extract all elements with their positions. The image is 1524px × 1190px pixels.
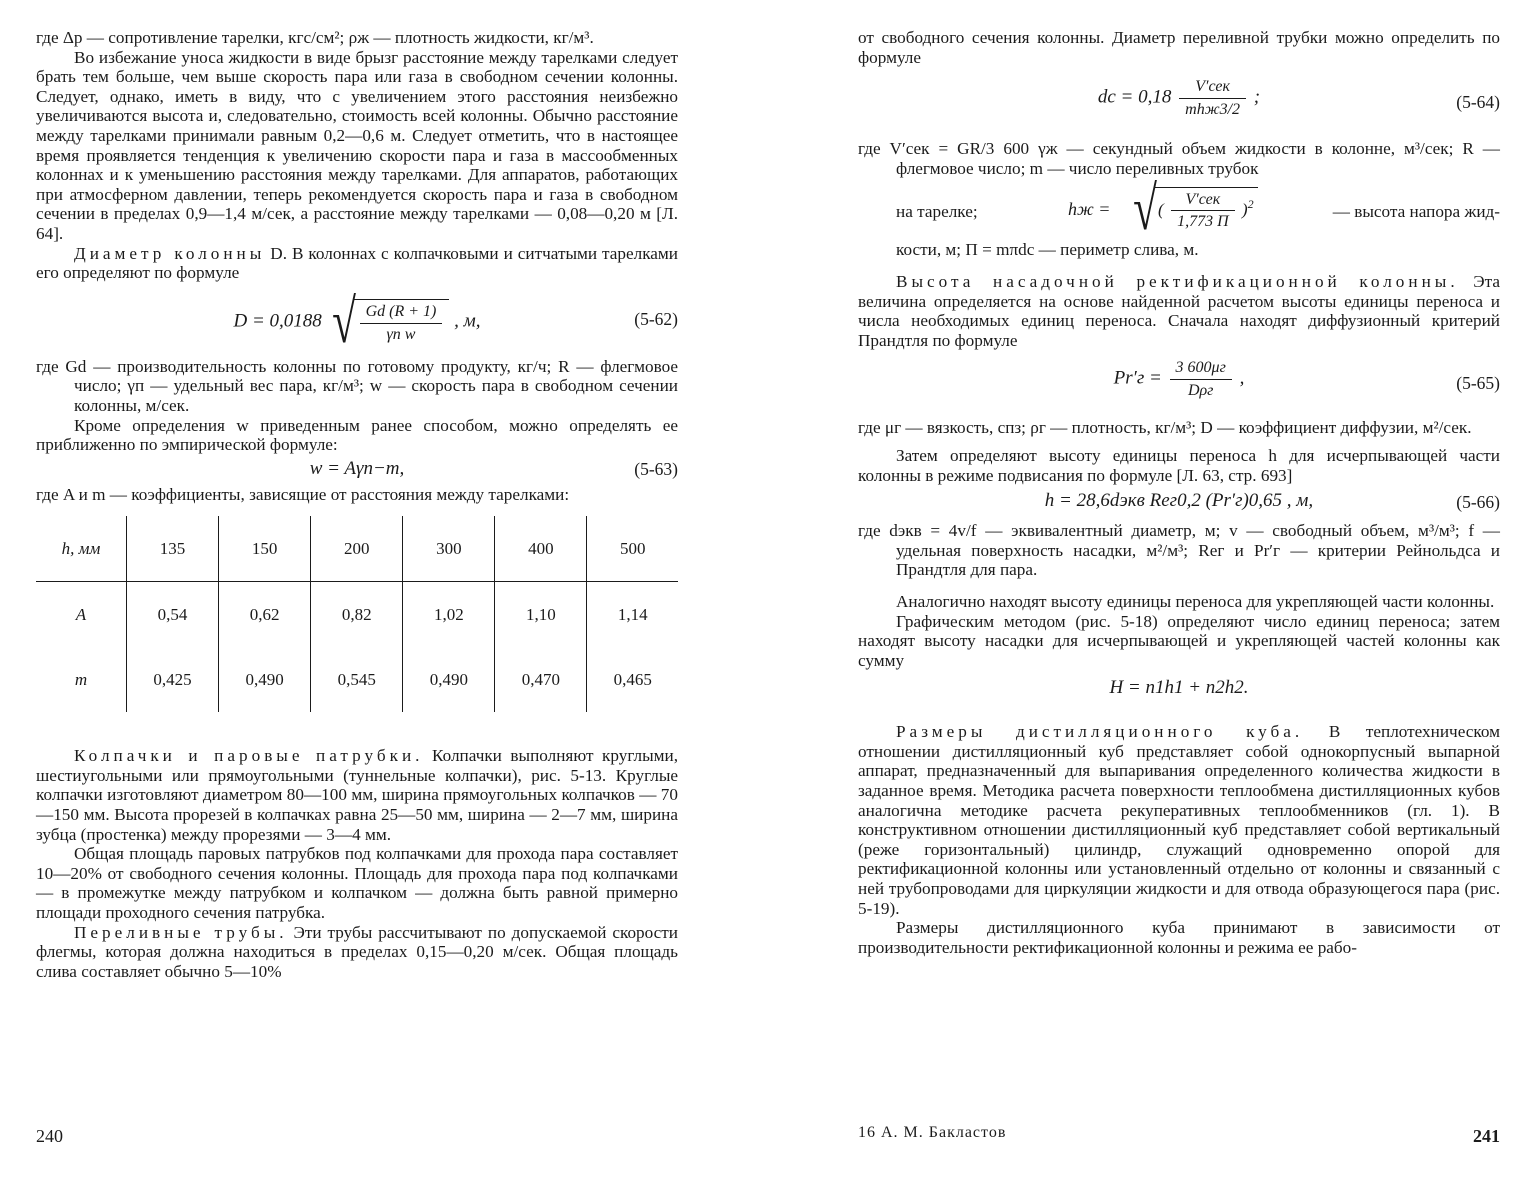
heading-distillation-cube: Размеры дистилляционного куба. [896, 722, 1304, 742]
paragraph-after-5-66: где dэкв = 4v/f — эквивалентный диаметр, м; v — свободный объем, м³/м³; f — удельная поверхность насадки, м²/м³; Reг и Pr′г — критерии Рейнольдса и Прандтля для пара. [858, 521, 1500, 580]
paragraph-plate-spacing: Во избежание уноса жидкости в виде брызг расстояние между тарелками следует брать тем больше, чем выше скорость пара или газа в свободном сечении колонны. Следует, однако, иметь в виду, что с увеличением этого расстояния неизбежно увеличиваются высота и, следовательно, стоимость всей колонны. Обычно расстояние между тарелками принимали равным 0,2—0,6 м. Следует отметить, что в настоящее время проявляется тенденция к увеличению скорости пара и газа в массообменных колоннах и к уменьшению расстояния между тарелками. Для аппаратов, работающих при атмосферном давлении, теперь рекомендуется скорость пара и газа в свободном сечении в пределах 0,9—1,4 м/сек, а расстояние между тарелками — 0,08—0,20 м [Л. 64]. [36, 47, 678, 243]
table-row [36, 582, 678, 648]
table-row-label: h, мм [36, 516, 127, 582]
sqrt-sign: √ [331, 287, 356, 356]
table-cell: 1,02 [403, 582, 495, 648]
formula-5-64-denominator: mhж3/2 [1185, 100, 1241, 118]
heading-caps: Колпачки и паровые патрубки. [74, 746, 424, 766]
table-cell: 0,470 [495, 647, 587, 712]
formula-hzh-lhs: hж = [1068, 199, 1111, 220]
formula-5-66-expr: h = 28,6dэкв Reг0,2 (Pr′г)0,65 , м, [1044, 490, 1314, 512]
formula-5-62 [36, 283, 678, 357]
paragraph-rho-definition: где Δp — сопротивление тарелки, кгс/см²; ρж — плотность жидкости, кг/м³. [36, 28, 594, 47]
formula-number-5-63: (5-63) [634, 458, 678, 479]
page-number-left: 240 [36, 1126, 63, 1146]
formula-5-64-lhs: dc = 0,18 [1097, 86, 1172, 108]
paragraph-after-5-62: где Gd — производительность колонны по готовому продукту, кг/ч; R — флегмовое число; γп — удельный вес пара, кг/м³; w — скорость пара в свободном сечении колонны, м/сек. [36, 356, 678, 415]
coefficient-table [36, 516, 678, 712]
right-text-column [858, 28, 1500, 957]
page-number-right: 241 [1473, 1126, 1500, 1146]
table-row-label: A [75, 604, 87, 624]
table-cell: 0,490 [403, 647, 495, 712]
paragraph-analog: Аналогично находят высоту единицы переноса для укрепляющей части колонны. [896, 591, 1495, 611]
formula-number-5-66: (5-66) [1456, 492, 1500, 513]
table-cell: 1,10 [495, 582, 587, 648]
formula-5-63-expr: w = Aγп−m, [309, 457, 405, 479]
table-cell: 300 [403, 516, 495, 582]
table-cell: 0,82 [311, 582, 403, 648]
paragraph-transfer-unit-height: Затем определяют высоту единицы переноса h для исчерпывающей части колонны в режиме подвисания по формуле [Л. 63, стр. 693] [858, 445, 1500, 485]
table-cell: 135 [127, 516, 219, 582]
paragraph-cube-size: Размеры дистилляционного куба принимают в зависимости от производительности ректификационной колонны и режима ее рабо- [858, 918, 1500, 957]
formula-5-66 [858, 485, 1500, 521]
paragraph-packed-column-height: Высота насадочной ректификационной колонны. Эта величина определяется на основе найденной расчетом высоты единицы переноса и числа необходимых единиц переноса. Сначала находят диффузионный критерий Прандтля по формуле [858, 271, 1500, 350]
table-cell: 1,14 [587, 582, 678, 648]
formula-number-5-64: (5-64) [1456, 92, 1500, 113]
right-page [762, 0, 1524, 1190]
left-text-column [36, 28, 678, 981]
formula-number-5-62: (5-62) [634, 308, 678, 329]
formula-5-65-lhs: Pr′г = [1113, 367, 1162, 389]
table-cell: 0,54 [127, 582, 219, 648]
formula-5-62-lhs: D = 0,0188 [233, 310, 322, 332]
paragraph-continued: от свободного сечения колонны. Диаметр переливной трубки можно определить по формуле [858, 28, 1500, 67]
heading-overflow-pipes: Переливные трубы. [74, 922, 288, 942]
paragraph-distillation-cube: Размеры дистилляционного куба. В теплотехническом отношении дистилляционный куб представляет собой однокорпусный выпарной аппарат, предназначенный для выпаривания определенного количества жидкости в заданное время. Методика расчета поверхности теплообмена дистилляционных кубов аналогична методике расчета рекуперативных теплообменников (гл. 1). В конструктивном отношении дистилляционный куб представляет собой вертикальный (реже горизонтальный) цилиндр, служащий одновременно опорой для ректификационной колонны или установленный отдельно от колонны и связанный с ней трубопроводами для циркуляции жидкости и для отвода образующегося пара (рис. 5-19). [858, 722, 1500, 918]
formula-sum-expr: H = n1h1 + n2h2. [1109, 677, 1249, 699]
paragraph-column-diameter: Диаметр колонны D. В колоннах с колпачковыми и ситчатыми тарелками его определяют по формуле [36, 243, 678, 283]
formula-5-65-numerator: 3 600μг [1170, 358, 1232, 380]
table-cell: 200 [311, 516, 403, 582]
formula-5-64-numerator: V′сек [1179, 77, 1246, 99]
formula-5-64: dc = 0,18 $\frac{\text{V′сек}}{\text{mhж3/2}}$ ; (5-64) [1097, 78, 1500, 118]
table-cell: 0,465 [587, 647, 678, 712]
heading-packed-column-height: Высота насадочной ректификационной колонны. [896, 271, 1459, 291]
table-cell: 0,62 [219, 582, 311, 648]
formula-5-65-denominator: Dρг [1187, 381, 1214, 399]
footer-signature: 16 А. М. Бакластов [858, 1124, 1007, 1141]
heading-column-diameter: Диаметр колонны [74, 243, 266, 263]
cube-root-sign: √ [1133, 175, 1157, 244]
table-row [36, 516, 678, 582]
formula-5-63 [36, 455, 678, 485]
table-row-label: m [74, 669, 88, 689]
paragraph-graphical: Графическим методом (рис. 5-18) определяют число единиц переноса; затем находят высоту насадки для исчерпывающей и укрепляющей частей колонны как сумму [858, 611, 1500, 670]
table-row [36, 647, 678, 712]
table-cell: 0,545 [311, 647, 403, 712]
table-cell: 0,425 [127, 647, 219, 712]
paragraph-perimeter: кости, м; П = mπdc — периметр слива, м. [896, 240, 1199, 260]
formula-5-62-unit: , м, [454, 310, 481, 332]
table-cell: 0,490 [219, 647, 311, 712]
formula-5-62-denominator: γп w [386, 325, 416, 343]
formula-5-62-numerator: Gd (R + 1) [360, 302, 443, 324]
table-cell: 400 [495, 516, 587, 582]
paragraph-steam-area: Общая площадь паровых патрубков под колпачками для прохода пара составляет 10—20% от свободного сечения колонны. Площадь для прохода пара под колпачками — в промежутке между патрубком и колпачком — должна быть равной примерно площади проходного сечения патрубка. [36, 844, 678, 923]
paragraph-caps: Колпачки и паровые патрубки. Колпачки выполняют круглыми, шестиугольными или прямоугольными (туннельные колпачки), рис. 5-13. Круглые колпачки изготовляют диаметром 80—100 мм, ширина прямоугольных колпачков — 70—150 мм. Высота прорезей в колпачках равна 25—50 мм, ширина — 2—7 мм, ширина зубца (простенка) между прорезями — 3—4 мм. [36, 746, 678, 844]
paragraph-after-5-63: где A и m — коэффициенты, зависящие от расстояния между тарелками: [36, 484, 570, 504]
table-cell: 500 [587, 516, 678, 582]
formula-sum [858, 670, 1500, 708]
paragraph-after-5-65: где μг — вязкость, спз; ρг — плотность, кг/м³; D — коэффициент диффузии, м²/сек. [858, 418, 1472, 438]
paragraph-empirical-w: Кроме определения w приведенным ранее способом, можно определять ее приближенно по эмпирической формуле: [36, 415, 678, 455]
formula-number-5-65: (5-65) [1456, 373, 1500, 394]
paragraph-overflow-pipes: Переливные трубы. Эти трубы рассчитывают по допускаемой скорости флегмы, которая должна находиться в пределах 0,15—0,20 м/сек. Общая площадь слива составляет обычно 5—10% [36, 922, 679, 981]
formula-hzh-line: на тарелке; hж = √( $\frac{\text{V′сек}}{1,773 П}$ )$^2$ — высота напора жид- [896, 175, 1500, 244]
formula-5-65: Pr′г = $\frac{3 600\mu г}{\text{Dρг}}$ , (5-65) [1113, 359, 1500, 399]
table-cell: 150 [219, 516, 311, 582]
paragraph-after-5-64: где V′сек = GR/3 600 γж — секундный объем жидкости в колонне, м³/сек; R — флегмовое число; m — число переливных трубок [858, 139, 1500, 178]
